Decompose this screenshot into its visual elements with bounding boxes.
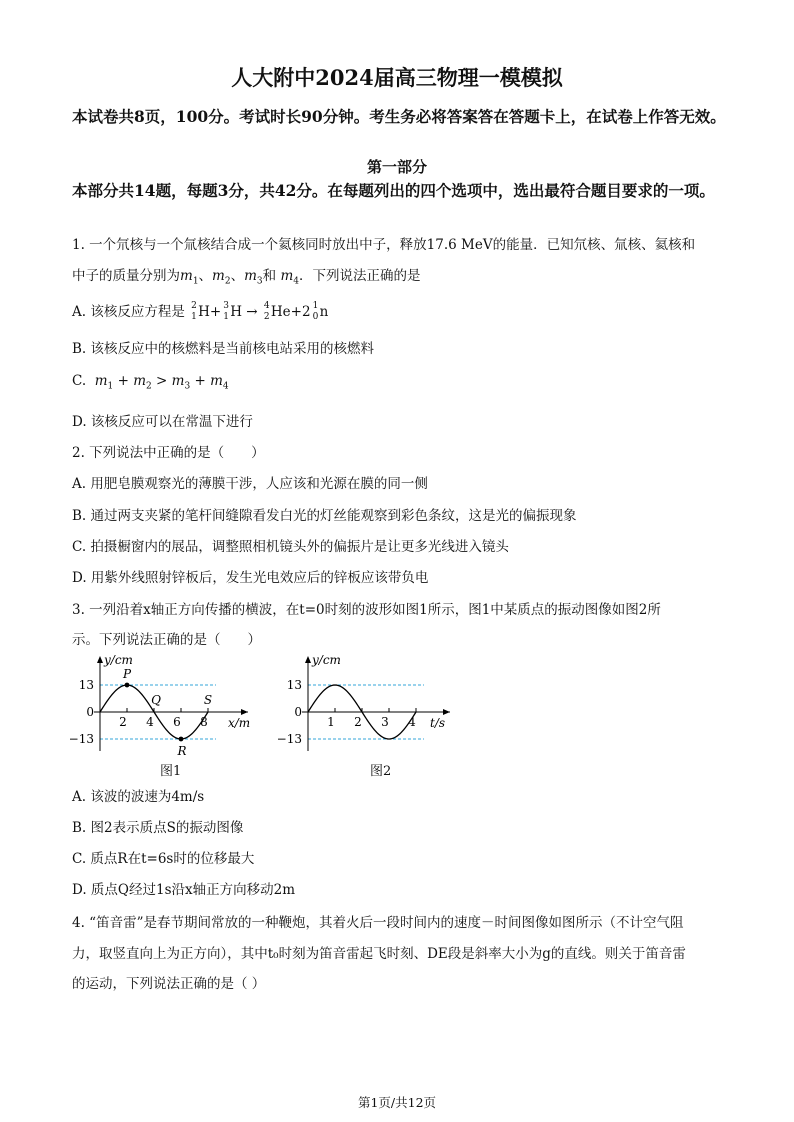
q1-option-b[interactable]: B. 该核反应中的核燃料是当前核电站采用的核燃料: [72, 341, 375, 357]
mass-m1: m: [180, 268, 193, 284]
figure-2-vibration-graph: [276, 650, 460, 775]
q1-option-c[interactable]: [72, 373, 229, 392]
x-axis-arrow: [443, 709, 450, 715]
x-tick-label: 2: [354, 715, 362, 729]
mass-m3: m: [244, 268, 257, 284]
x-axis-label: t/s: [430, 716, 446, 730]
x-axis-label: x/m: [228, 716, 251, 730]
q2-option-d[interactable]: D. 用紫外线照射锌板后，发生光电效应后的锌板应该带负电: [72, 570, 429, 586]
q4-stem-line1: 4. “笛音雷”是春节期间常放的一种鞭炮，其着火后一段时间内的速度－时间图像如图所示（不计空气阻: [72, 915, 684, 931]
figure-2-caption: 图2: [370, 764, 392, 779]
y-tick-label: 0: [294, 705, 302, 719]
x-tick-label: 2: [119, 715, 127, 729]
point-r: [179, 737, 184, 742]
q1-stem-line1: 1. 一个氘核与一个氚核结合成一个氦核同时放出中子，释放17.6 MeV的能量．已知氘核、氚核、氦核和: [72, 237, 696, 253]
x-tick-label: 4: [408, 715, 416, 729]
q1-stem-text-a: 中子的质量分别为: [72, 268, 180, 284]
q3-option-d[interactable]: D. 质点Q经过1s沿x轴正方向移动2m: [72, 882, 296, 898]
mass-m4: m: [280, 268, 294, 284]
q3-option-b[interactable]: B. 图2表示质点S的振动图像: [72, 820, 244, 836]
y-tick-label: 13: [78, 678, 94, 692]
mass-m2: m: [212, 268, 225, 284]
part-instructions: 本部分共14题，每题3分，共42分。在每题列出的四个选项中，选出最符合题目要求的一项。: [72, 181, 715, 200]
section-heading: 第一部分: [366, 158, 427, 176]
q2-option-c[interactable]: C. 拍摄橱窗内的展品，调整照相机镜头外的偏振片是让更多光线进入镜头: [72, 539, 509, 555]
q2-option-a[interactable]: A. 用肥皂膜观察光的薄膜干涉，人应该和光源在膜的同一侧: [72, 476, 428, 492]
y-tick-label: −13: [68, 732, 94, 746]
y-axis-label: y/cm: [312, 653, 341, 667]
x-tick-label: 4: [146, 715, 154, 729]
q3-stem-line1: 3. 一列沿着x轴正方向传播的横波，在t=0时刻的波形如图1所示，图1中某质点的振动图像如图2所: [72, 602, 661, 618]
exam-intro: 本试卷共8页，100分。考试时长90分钟。考生务必将答案答在答题卡上，在试卷上作答无效。: [72, 107, 726, 126]
q1-option-d[interactable]: D. 该核反应可以在常温下进行: [72, 414, 253, 430]
reaction-equation: 2 1 H+ 3 1 H → 4 2 He+2 1 0 n: [191, 300, 329, 322]
q4-stem-line2: 力，取竖直向上为正方向），其中t₀时刻为笛音雷起飞时刻、DE段是斜率大小为g的直线。则关于笛音雷: [72, 946, 686, 962]
exam-title: 人大附中2024届高三物理一模模拟: [231, 65, 563, 90]
point-label-s: S: [203, 693, 213, 707]
x-tick-label: 3: [381, 715, 389, 729]
y-axis-arrow: [97, 656, 103, 663]
point-p: [125, 683, 130, 688]
mass-inequality: $m_1 + m_2 > m_3 + m_4$: [94, 373, 229, 392]
x-tick-label: 8: [200, 715, 208, 729]
y-axis-arrow: [305, 656, 311, 663]
figure-1-caption: 图1: [160, 764, 182, 779]
q1-option-a[interactable]: [72, 300, 328, 323]
x-tick-label: 1: [327, 715, 335, 729]
y-tick-label: 0: [86, 705, 94, 719]
y-tick-label: −13: [276, 732, 302, 746]
q1-option-a-text: A. 该核反应方程是: [72, 304, 185, 320]
x-tick-label: 6: [173, 715, 181, 729]
y-tick-label: 13: [286, 678, 302, 692]
y-axis-label: y/cm: [104, 653, 133, 667]
q3-option-a[interactable]: A. 该波的波速为4m/s: [72, 789, 205, 805]
q4-stem-line3: 的运动，下列说法正确的是（ ）: [72, 976, 266, 992]
x-axis-arrow: [241, 709, 248, 715]
q1-stem-line2: 中子的质量分别为$m_1$、$m_2$、$m_3$和 $m_4$．下列说法正确的是: [72, 268, 421, 287]
figure-2-plot: [277, 653, 450, 751]
point-label-q: Q: [151, 693, 161, 707]
point-label-r: R: [177, 744, 187, 758]
q3-option-c[interactable]: C. 质点R在t=6s时的位移最大: [72, 851, 255, 867]
q2-stem: 2. 下列说法中正确的是（ ）: [72, 445, 265, 461]
figure-1-wave-graph: [70, 650, 260, 775]
q3-stem-line2: 示。下列说法正确的是（ ）: [72, 632, 261, 648]
q1-stem-text-b: ．下列说法正确的是: [298, 268, 421, 284]
figure-1-plot: [69, 653, 251, 758]
q2-option-b[interactable]: B. 通过两支夹紧的笔杆间缝隙看发白光的灯丝能观察到彩色条纹，这是光的偏振现象: [72, 508, 577, 524]
q1-option-c-text: C.: [72, 373, 87, 389]
point-label-p: P: [122, 667, 132, 681]
page-footer: 第1页/共12页: [357, 1095, 437, 1110]
